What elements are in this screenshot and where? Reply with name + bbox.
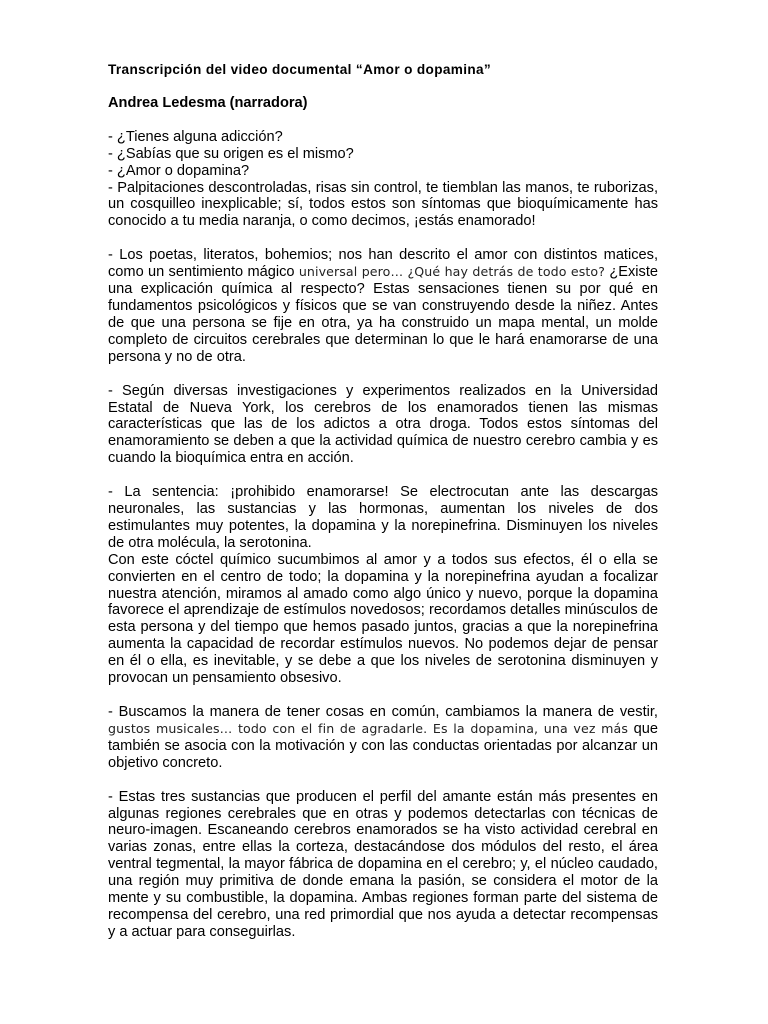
paragraph-sentence: - La sentencia: ¡prohibido enamorarse! Se electrocutan ante las descargas neuronales, las sustancias y las hormonas, aumentan los niveles de dos estimulantes muy potentes, la dopamina y la norepinefrina. Disminuyen los niveles de otra molécula, la serotonina. [108, 484, 658, 551]
speaker-heading: Andrea Ledesma (narradora) [108, 94, 308, 111]
question-line: - ¿Tienes alguna adicción? [108, 128, 283, 145]
paragraph-text-alt-font: universal pero… ¿Qué hay detrás de todo esto? [298, 264, 606, 280]
paragraph-text-alt-font: gustos musicales… todo con el fin de agradarle. Es la dopamina, una vez más [108, 720, 629, 736]
paragraph-text: - Los poetas, literatos, bohemios; nos han descrito el amor con distintos matices, como un sentimiento mágico [108, 247, 658, 281]
paragraph-poets [108, 247, 658, 365]
paragraph-text: - Buscamos la manera de tener cosas en común, cambiamos la manera de vestir, [108, 704, 658, 720]
document-title: Transcripción del video documental “Amor o dopamina” [108, 62, 492, 77]
paragraph-text: ¿Existe una explicación química al respecto? Estas sensaciones tienen su por qué en fundamentos psicológicos y físicos que se van construyendo desde la niñez. Antes de que una persona se fije en otra, ya ha construido un mapa mental, un molde completo de circuitos cerebrales que determinan lo que le hará enamorarse de una persona y no de otra. [108, 264, 658, 365]
paragraph-text: que también se asocia con la motivación y con las conductas orientadas por alcanzar un objetivo concreto. [108, 720, 658, 771]
paragraph-symptoms: - Palpitaciones descontroladas, risas sin control, te tiemblan las manos, te ruborizas, un cosquilleo inexplicable; sí, todos estos son síntomas que bioquímicamente has conocido a tu media naranja, o como decimos, ¡estás enamorado! [108, 179, 658, 230]
paragraph-cocktail: Con este cóctel químico sucumbimos al amor y a todos sus efectos, él o ella se convierten en el centro de todo; la dopamina y la norepinefrina ayudan a focalizar nuestra atención, miramos al amado como algo único y nuevo, porque la dopamina favorece el aprendizaje de estímulos novedosos; recordamos detalles minúsculos de esta persona y del tiempo que hemos pasado juntos, gracias a que la norepinefrina aumenta la capacidad de recordar estímulos nuevos. No podemos dejar de pensar en él o ella, es inevitable, y se debe a que los niveles de serotonina disminuyen y provocan un pensamiento obsesivo. [108, 551, 658, 687]
paragraph-brain-regions: - Estas tres sustancias que producen el perfil del amante están más presentes en algunas regiones cerebrales que en otras y podemos detectarlas con técnicas de neuro-imagen. Escaneando cerebros enamorados se ha visto actividad cerebral en varias zonas, entre ellas la corteza, destacándose dos módulos del resto, el área ventral tegmental, la mayor fábrica de dopamina en el cerebro; y, el núcleo caudado, una región muy primitiva de donde emana la pasión, se considera el motor de la mente y su combustible, la dopamina. Ambas regiones forman parte del sistema de recompensa del cerebro, una red primordial que nos ayuda a detectar recompensas y a actuar para conseguirlas. [108, 788, 658, 940]
document-page [108, 62, 658, 958]
questions-block [108, 129, 658, 180]
paragraph-research: - Según diversas investigaciones y experimentos realizados en la Universidad Estatal de Nueva York, los cerebros de los enamorados tienen las mismas características que las de los adictos a otra droga. Todos estos síntomas del enamoramiento se deben a que la actividad química de nuestro cerebro cambia y es cuando la bioquímica entra en acción. [108, 382, 658, 467]
question-line: - ¿Amor o dopamina? [108, 162, 250, 179]
question-line: - ¿Sabías que su origen es el mismo? [108, 145, 354, 162]
paragraph-common-things [108, 704, 658, 772]
